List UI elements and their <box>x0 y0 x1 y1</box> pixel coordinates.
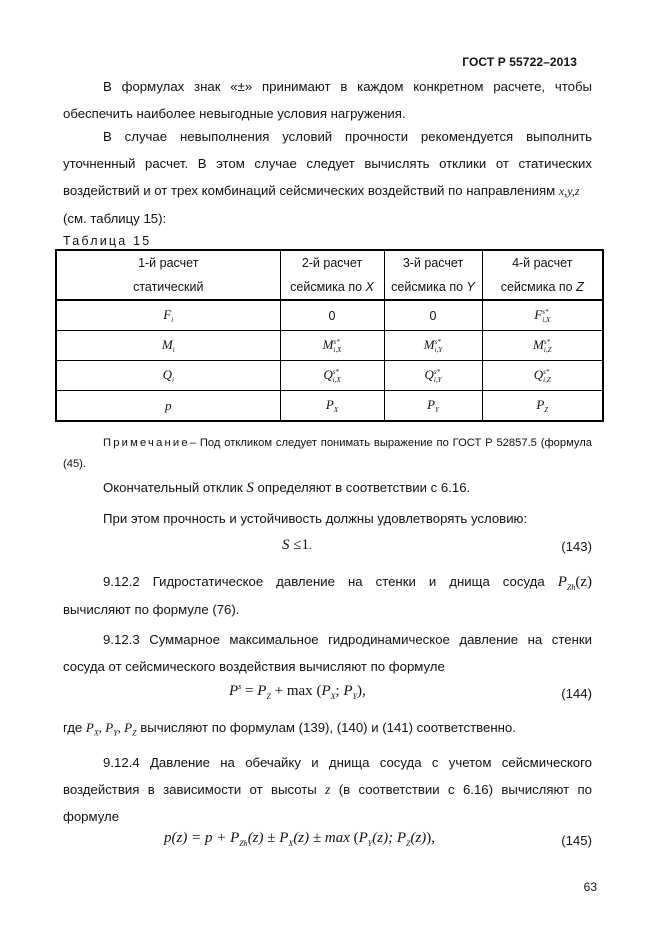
section-number: 9.12.4 <box>103 755 140 770</box>
axis-symbol: Z <box>576 280 584 294</box>
table-reference: (см. таблицу 15): <box>63 211 167 226</box>
table-header-cell <box>482 250 603 300</box>
cell-symbol: F i <box>163 306 174 324</box>
formula-144 <box>63 683 592 711</box>
axis-symbol: Y <box>466 280 475 294</box>
header-line-1: 2-й расчет <box>301 256 363 270</box>
text: При этом прочность и устойчивость должны удовлетворять условию: <box>103 511 528 526</box>
symbol-pzh: $P_{Zh}(z)$ <box>557 574 592 592</box>
table-cell <box>280 391 384 422</box>
section-9-12-2 <box>63 568 592 623</box>
table-body <box>56 300 603 421</box>
section-text: Гидростатическое давление на стенки и днища сосуда <box>152 574 545 589</box>
note-label: Примечание <box>103 437 190 449</box>
table-row <box>56 331 603 361</box>
formula-number: (144) <box>561 686 592 701</box>
table-cell <box>280 361 384 391</box>
table-header-cell <box>384 250 482 300</box>
document-code-header: ГОСТ Р 55722–2013 <box>462 55 577 69</box>
table-cell: 0 <box>384 300 482 331</box>
text: где <box>63 720 83 735</box>
cell-symbol: F s* i,X <box>534 306 551 324</box>
cell-symbol: Q s* i,X <box>323 366 341 384</box>
table-row <box>56 300 603 331</box>
header-line-1: 4-й расчет <box>512 256 573 270</box>
paragraph-condition-intro <box>63 505 592 532</box>
table-header-cell <box>56 250 280 300</box>
cell-symbol: Q s* i,Z <box>533 366 551 384</box>
table-note <box>63 433 592 475</box>
formula-145 <box>63 830 592 858</box>
table-row <box>56 361 603 391</box>
section-text: Суммарное максимальное гидродинамическое давление на стенки сосуда от сейсмического воздействия вычисляют по формуле <box>63 632 592 674</box>
note-dash: – <box>189 437 196 449</box>
cell-symbol: M i <box>161 336 175 354</box>
cell-symbol: p <box>165 397 172 413</box>
cell-symbol: Q i <box>162 366 174 384</box>
symbol-z: z <box>325 782 331 797</box>
table-cell <box>482 391 603 422</box>
note-text: Под откликом следует понимать выражение по ГОСТ Р 52857.5 (формула (45). <box>63 437 593 470</box>
table-cell <box>482 300 603 331</box>
table-cell <box>280 331 384 361</box>
section-9-12-3 <box>63 626 592 680</box>
table-row <box>56 391 603 422</box>
table-cell <box>482 331 603 361</box>
section-text-tail: вычисляют по формуле (76). <box>63 602 240 617</box>
table-header-cell <box>280 250 384 300</box>
header-line-2: сейсмика по X <box>290 280 374 294</box>
paragraph-final-response <box>63 474 592 502</box>
table-cell <box>56 391 280 422</box>
page-number: 63 <box>583 880 597 894</box>
cell-symbol: M s* i,Y <box>423 336 443 354</box>
formula-143 <box>63 537 592 565</box>
section-number: 9.12.2 <box>103 574 140 589</box>
formula-number: (145) <box>561 833 592 848</box>
section-number: 9.12.3 <box>103 632 140 647</box>
cell-symbol: M s* i,Z <box>533 336 552 354</box>
cell-symbol: P Y <box>427 396 439 414</box>
header-line-2: сейсмика по Z <box>500 280 584 294</box>
table-cell <box>56 300 280 331</box>
section-text: Давление на обечайку и днища сосуда с учетом сейсмического воздействия в зависимости от высоты <box>63 755 592 797</box>
cell-symbol: P Z <box>536 396 549 414</box>
cell-symbol: Q s* i,Y <box>424 366 442 384</box>
formula-144-expression: $P^s = P_Z + \max (P_X$; $P_Y$), <box>229 682 366 701</box>
table-cell: 0 <box>280 300 384 331</box>
header-line-1: 3-й расчет <box>402 256 464 270</box>
formula-145-expression: $p(z) = p + P_{Zh}(z) \pm P_X(z) \pm \max (P_Y(z)$; $P_Z(z)$), <box>164 830 436 848</box>
table-15 <box>55 249 604 422</box>
text: вычисляют по формулам (139), (140) и (141) соответственно. <box>140 720 516 735</box>
section-9-12-4 <box>63 749 592 830</box>
header-line-2: статический <box>133 280 204 294</box>
table-caption: Таблица 15 <box>63 234 152 248</box>
where-clause <box>63 714 592 741</box>
paragraph-refined-calculation <box>63 123 592 232</box>
table-cell <box>384 391 482 422</box>
symbol-s: S <box>246 480 254 496</box>
header-line-1: 1-й расчет <box>138 256 199 270</box>
paragraph-text: В случае невыполнения условий прочности рекомендуется выполнить уточненный расчет. В этом случае следует вычислять отклики от статических воздействий и от трех комбинаций сейсмических воздействий по направлениям <box>63 129 592 198</box>
directions-symbols: x,y,z <box>558 184 580 198</box>
cell-symbol: M s* i,X <box>322 336 342 354</box>
paragraph-text: В формулах знак «±» принимают в каждом конкретном расчете, чтобы обеспечить наиболее невыгодные условия нагружения. <box>63 79 592 121</box>
text: определяют в соответствии с 6.16. <box>257 480 471 495</box>
symbols-px-py-pz: $P_X$, $P_Y$, $P_Z$ <box>85 720 137 738</box>
table-cell <box>384 361 482 391</box>
table-cell <box>384 331 482 361</box>
text: Окончательный отклик <box>103 480 243 495</box>
table-header-row <box>56 250 603 300</box>
section-text: (в соответствии с 6.16) вычисляют по формуле <box>63 782 592 824</box>
axis-symbol: X <box>365 280 374 294</box>
table-cell <box>482 361 603 391</box>
header-line-2: сейсмика по Y <box>391 280 475 294</box>
cell-symbol: P X <box>325 396 339 414</box>
table-cell <box>56 361 280 391</box>
formula-143-expression: S ≤1. <box>282 537 312 553</box>
paragraph-sign-rule <box>63 73 592 127</box>
table-cell <box>56 331 280 361</box>
formula-number: (143) <box>561 539 592 554</box>
